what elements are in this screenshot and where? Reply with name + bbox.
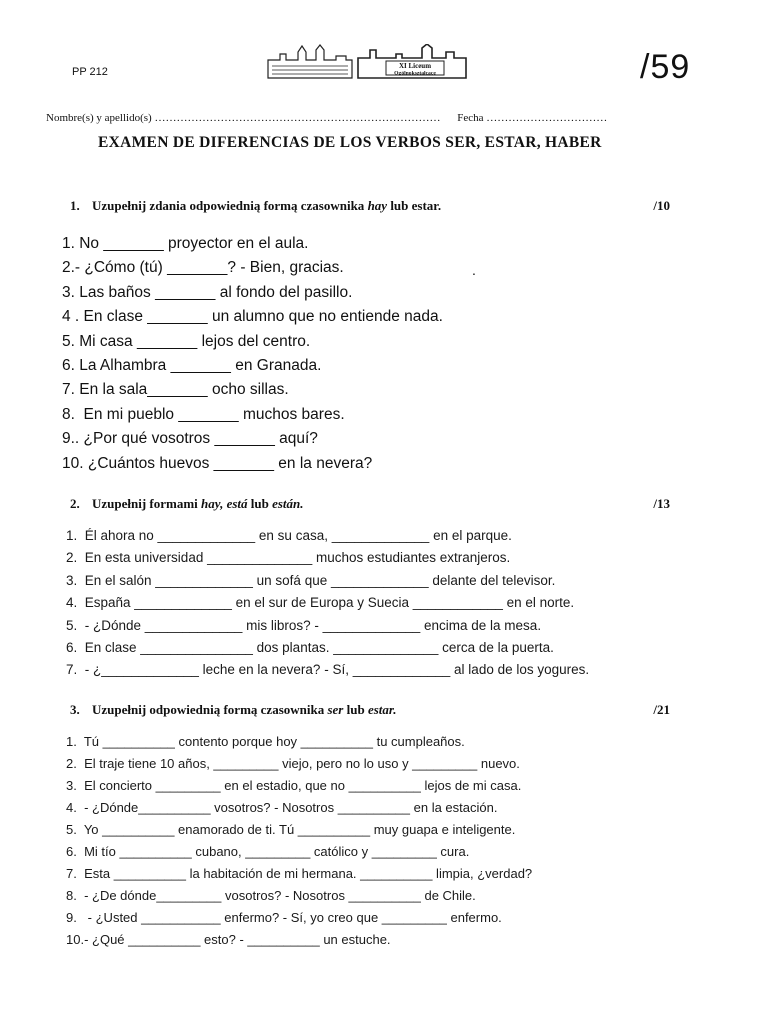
exercise-item: 5. Yo __________ enamorado de ti. Tú __________ muy guapa e inteligente.	[66, 822, 516, 837]
exercise-item: 7. En la sala_______ ocho sillas.	[62, 381, 289, 399]
exercise-item: 9.. ¿Por qué vosotros _______ aquí?	[62, 430, 318, 448]
exercise-item: 1. Él ahora no _____________ en su casa, _____________ en el parque.	[66, 528, 512, 543]
date-field-label[interactable]: Fecha ……………………………	[457, 112, 608, 124]
exercise-item: 3. El concierto _________ en el estadio, que no __________ lejos de mi casa.	[66, 778, 522, 793]
section3-list	[66, 731, 532, 951]
section2-instruction-mid: lub	[247, 496, 273, 511]
section2-heading	[70, 496, 670, 512]
exam-code: PP 212	[72, 66, 108, 78]
section1-instruction-italic: hay	[367, 198, 388, 213]
exercise-item: 1. No _______ proyector en el aula.	[62, 235, 309, 252]
exercise-item: 4. - ¿Dónde__________ vosotros? - Nosotros __________ en la estación.	[66, 800, 498, 815]
exercise-item: 10.- ¿Qué __________ esto? - __________ un estuche.	[66, 932, 391, 947]
exercise-item: 8. En mi pueblo _______ muchos bares.	[62, 405, 345, 423]
exercise-item: 4. España _____________ en el sur de Europa y Suecia ____________ en el norte.	[66, 595, 575, 611]
school-logo	[266, 44, 480, 80]
stray-mark: .	[472, 262, 476, 278]
exercise-item: 5. - ¿Dónde _____________ mis libros? - _____________ encima de la mesa.	[66, 617, 542, 633]
section3-heading	[70, 702, 670, 718]
section2-points: /13	[653, 496, 670, 511]
section2-instruction-italic2: están.	[272, 496, 304, 511]
exercise-item: 2.- ¿Cómo (tú) _______? - Bien, gracias.	[62, 259, 344, 277]
section1-points: /10	[653, 198, 670, 213]
section2-instruction-italic: hay, está	[201, 496, 248, 511]
section3-instruction-italic: ser	[327, 702, 344, 717]
name-date-line	[46, 112, 607, 124]
section1-list	[62, 232, 443, 476]
exercise-item: 6. La Alhambra _______ en Granada.	[62, 357, 322, 375]
exercise-item: 8. - ¿De dónde_________ vosotros? - Nosotros __________ de Chile.	[66, 888, 476, 903]
section2-instruction: Uzupełnij formami	[92, 496, 202, 511]
school-logo-icon	[266, 44, 480, 80]
exercise-item: 6. En clase _______________ dos plantas. ______________ cerca de la puerta.	[66, 640, 554, 656]
exercise-item: 9. - ¿Usted ___________ enfermo? - Sí, yo creo que _________ enfermo.	[66, 910, 502, 925]
exercise-item: 2. En esta universidad ______________ muchos estudiantes extranjeros.	[66, 550, 511, 566]
exercise-item: 7. Esta __________ la habitación de mi hermana. __________ limpia, ¿verdad?	[66, 866, 533, 881]
exercise-item: 5. Mi casa _______ lejos del centro.	[62, 332, 311, 350]
section1-instruction: Uzupełnij zdania odpowiednią formą czasownika	[92, 198, 368, 213]
logo-text-main: XI Liceum	[398, 62, 432, 70]
section2-list	[66, 525, 589, 682]
section3-instruction-italic2: estar.	[367, 702, 397, 717]
exercise-item: 10. ¿Cuántos huevos _______ en la nevera?	[62, 454, 373, 472]
exercise-item: 3. Las baños _______ al fondo del pasillo.	[62, 283, 353, 301]
exercise-item: 7. - ¿_____________ leche en la nevera? - Sí, _____________ al lado de los yogures.	[66, 662, 590, 678]
exercise-item: 4 . En clase _______ un alumno que no entiende nada.	[62, 308, 443, 326]
section3-instruction-mid: lub	[343, 702, 368, 717]
total-score: /59	[640, 48, 691, 86]
section1-number: 1.	[70, 198, 80, 213]
logo-text-sub: Ogólnokształcące	[394, 70, 436, 77]
exercise-item: 3. En el salón _____________ un sofá que _____________ delante del televisor.	[66, 572, 556, 588]
exercise-item: 1. Tú __________ contento porque hoy __________ tu cumpleaños.	[66, 734, 465, 749]
section3-points: /21	[653, 702, 670, 717]
section3-number: 3.	[70, 702, 80, 717]
section1-heading	[70, 198, 670, 214]
name-field-label[interactable]: Nombre(s) y apellido(s) ……………………………………………………………………	[46, 112, 441, 124]
section2-number: 2.	[70, 496, 80, 511]
page-title: EXAMEN DE DIFERENCIAS DE LOS VERBOS SER, ESTAR, HABER	[98, 134, 602, 151]
section1-instruction-end: lub estar.	[387, 198, 442, 213]
exercise-item: 2. El traje tiene 10 años, _________ viejo, pero no lo uso y _________ nuevo.	[66, 756, 520, 771]
exercise-item: 6. Mi tío __________ cubano, _________ católico y _________ cura.	[66, 844, 470, 859]
section3-instruction: Uzupełnij odpowiednią formą czasownika	[92, 702, 328, 717]
